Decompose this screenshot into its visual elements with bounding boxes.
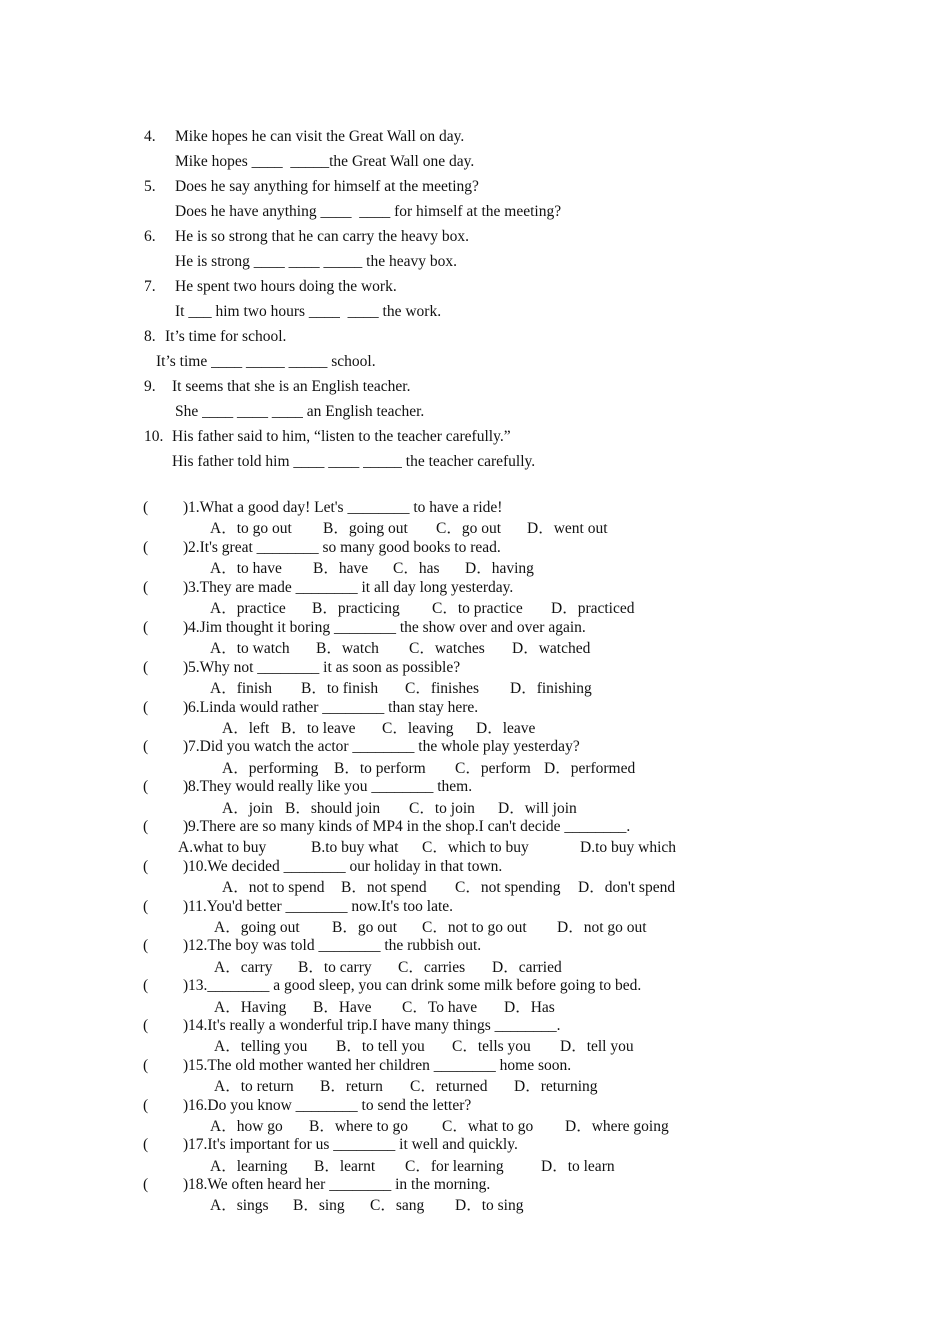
question-text: 11.You'd better ________ now.It's too late.: [188, 898, 454, 915]
rewritten-sentence: Does he have anything ____ ____ for himself at the meeting?: [175, 203, 562, 220]
question-text: 6.Linda would rather ________ than stay here.: [188, 699, 479, 716]
option-c: C．which to buy: [422, 839, 529, 856]
option-a: A．telling you: [214, 1038, 308, 1055]
option-d: D．finishing: [510, 680, 592, 697]
option-c: C．returned: [410, 1078, 488, 1095]
option-d: D.to buy which: [580, 839, 677, 856]
answer-bracket-open: (: [143, 619, 149, 636]
option-b: B．watch: [316, 640, 379, 657]
answer-bracket-close: ): [183, 1097, 189, 1114]
original-sentence: Mike hopes he can visit the Great Wall on day.: [175, 128, 465, 145]
option-d: D．will join: [498, 800, 577, 817]
item-number: 4.: [144, 128, 156, 145]
option-c: C．for learning: [405, 1158, 504, 1175]
answer-bracket-open: (: [143, 539, 149, 556]
answer-bracket-close: ): [183, 579, 189, 596]
question-text: 10.We decided ________ our holiday in that town.: [188, 858, 503, 875]
option-d: D．don't spend: [578, 879, 676, 896]
option-b: B．not spend: [341, 879, 427, 896]
option-d: D．practiced: [551, 600, 635, 617]
answer-bracket-open: (: [143, 659, 149, 676]
option-c: C．go out: [436, 520, 502, 537]
option-c: C．perform: [455, 760, 531, 777]
option-c: C．not to go out: [422, 919, 527, 936]
option-a: A．to go out: [210, 520, 292, 537]
option-d: D．tell you: [560, 1038, 634, 1055]
option-c: C．watches: [409, 640, 485, 657]
options-line: [0, 1196, 524, 1316]
option-a: A．performing: [222, 760, 319, 777]
answer-bracket-open: (: [143, 858, 149, 875]
option-a: A.what to buy: [178, 839, 267, 856]
option-a: A．finish: [210, 680, 273, 697]
option-c: C．leaving: [382, 720, 454, 737]
answer-bracket-open: (: [143, 977, 149, 994]
answer-bracket-open: (: [143, 778, 149, 795]
option-a: A．how go: [210, 1118, 283, 1135]
option-a: A．join: [222, 800, 273, 817]
option-b: B．go out: [332, 919, 398, 936]
option-c: C．not spending: [455, 879, 561, 896]
option-a: A．learning: [210, 1158, 288, 1175]
option-a: A．Having: [214, 999, 287, 1016]
option-d: D．went out: [527, 520, 608, 537]
question-text: 13.________ a good sleep, you can drink some milk before going to bed.: [188, 977, 642, 994]
option-b: B．going out: [323, 520, 408, 537]
option-b: B．practicing: [312, 600, 400, 617]
option-b: B．have: [313, 560, 369, 577]
option-d: D．to sing: [455, 1197, 524, 1214]
question-text: 4.Jim thought it boring ________ the show over and over again.: [188, 619, 586, 636]
option-c: C．to join: [409, 800, 475, 817]
rewritten-sentence: It ___ him two hours ____ ____ the work.: [175, 303, 442, 320]
question-text: 8.They would really like you ________ them.: [188, 778, 473, 795]
option-b: B．to carry: [298, 959, 372, 976]
option-a: A．practice: [210, 600, 286, 617]
item-number: 8.: [144, 328, 156, 345]
rewritten-sentence: He is strong ____ ____ _____ the heavy box.: [175, 253, 457, 270]
option-a: A．left: [222, 720, 270, 737]
question-text: 14.It's really a wonderful trip.I have many things ________.: [188, 1017, 561, 1034]
item-number: 9.: [144, 378, 156, 395]
rewritten-sentence: Mike hopes ____ _____the Great Wall one day.: [175, 153, 475, 170]
option-a: A．sings: [210, 1197, 269, 1214]
option-a: A．to watch: [210, 640, 290, 657]
question-text: 17.It's important for us ________ it well and quickly.: [188, 1136, 518, 1153]
rewritten-sentence: She ____ ____ ____ an English teacher.: [175, 403, 425, 420]
option-a: A．not to spend: [222, 879, 325, 896]
option-d: D．where going: [565, 1118, 669, 1135]
original-sentence: Does he say anything for himself at the meeting?: [175, 178, 479, 195]
answer-bracket-close: ): [183, 977, 189, 994]
answer-bracket-close: ): [183, 818, 189, 835]
answer-bracket-close: ): [183, 499, 189, 516]
original-sentence: It’s time for school.: [165, 328, 287, 345]
question-text: 12.The boy was told ________ the rubbish out.: [188, 937, 482, 954]
option-d: D．not go out: [557, 919, 647, 936]
answer-bracket-close: ): [183, 619, 189, 636]
answer-bracket-close: ): [183, 898, 189, 915]
option-b: B．Have: [313, 999, 372, 1016]
option-c: C．To have: [402, 999, 478, 1016]
option-b: B．where to go: [309, 1118, 409, 1135]
option-b: B．should join: [285, 800, 381, 817]
question-text: 5.Why not ________ it as soon as possible?: [188, 659, 461, 676]
answer-bracket-open: (: [143, 1057, 149, 1074]
option-c: C．to practice: [432, 600, 523, 617]
option-d: D．returning: [514, 1078, 598, 1095]
option-a: A．to return: [214, 1078, 294, 1095]
original-sentence: It seems that she is an English teacher.: [172, 378, 411, 395]
question-text: 15.The old mother wanted her children ________ home soon.: [188, 1057, 572, 1074]
answer-bracket-close: ): [183, 1176, 189, 1193]
question-text: 7.Did you watch the actor ________ the whole play yesterday?: [188, 738, 580, 755]
option-c: C．sang: [370, 1197, 425, 1214]
option-b: B．return: [320, 1078, 383, 1095]
option-c: C．finishes: [405, 680, 480, 697]
answer-bracket-open: (: [143, 499, 149, 516]
answer-bracket-close: ): [183, 738, 189, 755]
option-d: D．Has: [504, 999, 555, 1016]
option-b: B．to perform: [334, 760, 426, 777]
question-text: 18.We often heard her ________ in the morning.: [188, 1176, 491, 1193]
answer-bracket-close: ): [183, 1136, 189, 1153]
option-d: D．carried: [492, 959, 562, 976]
option-b: B．sing: [293, 1197, 345, 1214]
original-sentence: He is so strong that he can carry the heavy box.: [175, 228, 469, 245]
rewritten-sentence: His father told him ____ ____ _____ the teacher carefully.: [172, 453, 536, 470]
option-d: D．having: [465, 560, 534, 577]
option-a: A．to have: [210, 560, 282, 577]
item-number: 7.: [144, 278, 156, 295]
answer-bracket-open: (: [143, 1136, 149, 1153]
question-text: 16.Do you know ________ to send the letter?: [188, 1097, 472, 1114]
option-a: A．going out: [214, 919, 300, 936]
answer-bracket-open: (: [143, 579, 149, 596]
answer-bracket-open: (: [143, 1017, 149, 1034]
question-text: 2.It's great ________ so many good books to read.: [188, 539, 501, 556]
answer-bracket-open: (: [143, 1176, 149, 1193]
option-c: C．what to go: [442, 1118, 534, 1135]
option-b: B．to leave: [281, 720, 356, 737]
option-b: B．to tell you: [336, 1038, 425, 1055]
original-sentence: He spent two hours doing the work.: [175, 278, 397, 295]
original-sentence: His father said to him, “listen to the teacher carefully.”: [172, 428, 511, 445]
answer-bracket-close: ): [183, 778, 189, 795]
option-c: C．tells you: [452, 1038, 531, 1055]
answer-bracket-close: ): [183, 659, 189, 676]
answer-bracket-close: ): [183, 1017, 189, 1034]
option-c: C．has: [393, 560, 440, 577]
answer-bracket-open: (: [143, 818, 149, 835]
option-d: D．leave: [476, 720, 536, 737]
rewritten-sentence: It’s time ____ _____ _____ school.: [156, 353, 376, 370]
item-number: 5.: [144, 178, 156, 195]
option-b: B.to buy what: [311, 839, 399, 856]
option-d: D．performed: [544, 760, 636, 777]
answer-bracket-close: ): [183, 1057, 189, 1074]
answer-bracket-open: (: [143, 699, 149, 716]
question-text: 9.There are so many kinds of MP4 in the shop.I can't decide ________.: [188, 818, 631, 835]
option-b: B．to finish: [301, 680, 379, 697]
option-a: A．carry: [214, 959, 273, 976]
answer-bracket-open: (: [143, 738, 149, 755]
question-text: 1.What a good day! Let's ________ to have a ride!: [188, 499, 503, 516]
answer-bracket-close: ): [183, 539, 189, 556]
option-c: C．carries: [398, 959, 466, 976]
option-d: D．watched: [512, 640, 591, 657]
answer-bracket-close: ): [183, 858, 189, 875]
item-number: 10.: [144, 428, 164, 445]
answer-bracket-close: ): [183, 937, 189, 954]
answer-bracket-open: (: [143, 898, 149, 915]
item-number: 6.: [144, 228, 156, 245]
answer-bracket-open: (: [143, 937, 149, 954]
option-d: D．to learn: [541, 1158, 615, 1175]
answer-bracket-close: ): [183, 699, 189, 716]
option-b: B．learnt: [314, 1158, 376, 1175]
question-text: 3.They are made ________ it all day long yesterday.: [188, 579, 514, 596]
answer-bracket-open: (: [143, 1097, 149, 1114]
